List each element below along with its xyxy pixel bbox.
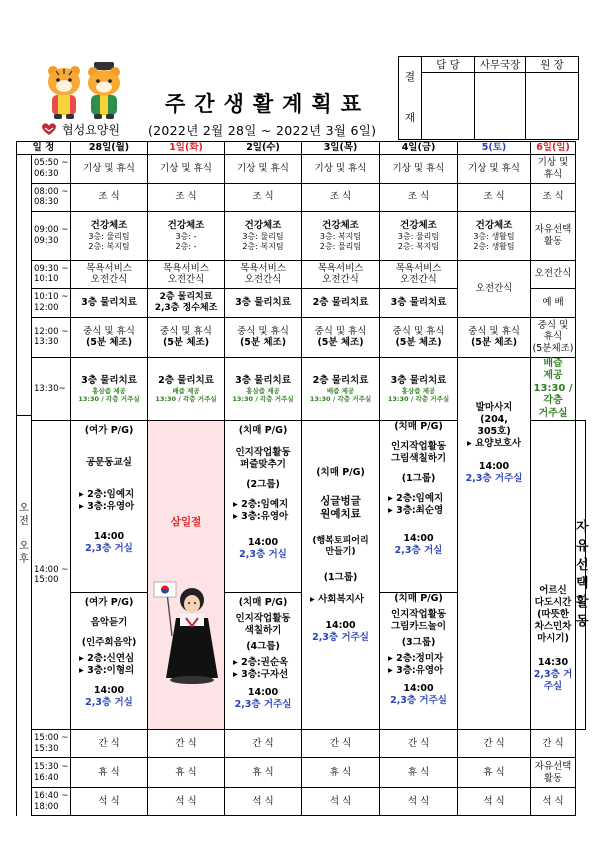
- day-header-fri: 4일(금): [380, 142, 458, 155]
- schedule-cell: [71, 357, 148, 421]
- schedule-cell: 석 식: [458, 788, 531, 816]
- sat-program-b: [531, 421, 576, 730]
- physio-label: 3층 물리치료: [235, 375, 291, 387]
- tue-holiday-cell: [148, 421, 225, 730]
- time-cell: 16:40 ~ 18:00: [32, 788, 71, 816]
- schedule-cell: [148, 211, 225, 260]
- juice-place: 13:30 / 각층 거주실: [155, 395, 217, 404]
- juice-label: 배즙 제공: [326, 386, 355, 395]
- program-title: (여가 P/G): [84, 425, 134, 437]
- lunch-label: 중식 및 휴식: [237, 325, 289, 337]
- program-time: 14:00: [247, 686, 279, 698]
- schedule-cell: 조 식: [531, 183, 576, 211]
- table-row: [17, 183, 586, 211]
- schedule-cell: 기상 및 휴식: [225, 154, 302, 183]
- approval-sign-2[interactable]: [475, 73, 526, 140]
- tiger-mascot-right-image: [84, 62, 124, 120]
- schedule-cell: 3층 물리치료: [380, 288, 458, 317]
- exercise-title: 건강체조: [322, 219, 359, 231]
- program-name: 인지작업활동 그림색칠하기: [390, 441, 447, 465]
- schedule-cell: 목욕서비스 오전간식: [302, 260, 380, 288]
- schedule-cell: 간 식: [458, 730, 531, 758]
- time-cell: 15:30 ~ 16:40: [32, 758, 71, 788]
- schedule-cell: [71, 317, 148, 357]
- schedule-cell: [380, 357, 458, 421]
- program-name: 인지작업활동 퍼즐맞추기: [235, 447, 291, 471]
- schedule-cell: 조 식: [302, 183, 380, 211]
- approval-box: [398, 56, 579, 140]
- schedule-cell: 석 식: [531, 788, 576, 816]
- program-staff: ▸ 3층:유영아: [233, 510, 289, 522]
- schedule-cell: 2층 물리치료 2,3층 정수체조: [148, 288, 225, 317]
- day-header-thu: 3일(목): [302, 142, 380, 155]
- program-staff: ▸ 3층:구자선: [233, 668, 289, 680]
- schedule-cell: 기상 및 휴식: [458, 154, 531, 183]
- physio-label: 2층 물리치료: [158, 375, 214, 387]
- time-cell: 10:10 ~ 12:00: [32, 288, 71, 317]
- period-label-am-cell: [17, 154, 32, 816]
- program-staff: ▸ 2층:정미자: [388, 652, 444, 664]
- schedule-cell: [71, 211, 148, 260]
- lunch-note: (5분 체조): [162, 337, 210, 349]
- program-staff: ▸ 2층:권순옥: [233, 656, 289, 668]
- mon-programs: [71, 421, 148, 730]
- juice-place: 13:30 / 각층 거주실: [232, 395, 294, 404]
- juice-label: 홍삼즙 제공: [401, 386, 436, 395]
- program-name: 어르신 다도시간 (따뜻한 차스민차 마시기): [534, 585, 572, 644]
- program-title: (치매 P/G): [238, 597, 288, 609]
- period-label-am-2: 전: [19, 516, 29, 528]
- program-place: 2,3층 거주실: [465, 473, 523, 485]
- schedule-cell: 배즙 제공 13:30 / 각층 거주실: [531, 357, 576, 421]
- holiday-hanbok-flag-image: [152, 578, 220, 686]
- schedule-cell: [148, 317, 225, 357]
- program-name: 인지작업활동 그림카드놀이: [390, 609, 447, 633]
- exercise-title: 건강체조: [244, 219, 282, 231]
- exercise-staff: 3층: 물리팀 2층: 복지팀: [88, 231, 130, 251]
- program-staff: ▸ 3층:최순영: [388, 504, 444, 516]
- schedule-cell: 휴 식: [225, 758, 302, 788]
- approval-role-2: 사무국장: [475, 57, 526, 73]
- table-row: [17, 317, 586, 357]
- program-place: 2,3층 거실: [85, 542, 133, 554]
- fri-programs: [380, 421, 458, 730]
- program-name: 공문동교실: [86, 457, 132, 469]
- exercise-staff: 3층: 복지팀 2층: 물리팀: [319, 231, 362, 251]
- program-staff: ▸ 3층:유영아: [79, 501, 135, 512]
- schedule-cell: [225, 357, 302, 421]
- program-title: (여가 P/G): [84, 597, 134, 609]
- schedule-cell: 예 배: [531, 288, 576, 317]
- schedule-cell: [148, 357, 225, 421]
- time-cell: 13:30~: [32, 357, 71, 421]
- period-label-pm: [17, 540, 31, 566]
- schedule-cell: 오전간식: [531, 260, 576, 288]
- am-pm-divider: [16, 415, 32, 416]
- table-row: [17, 260, 586, 288]
- time-cell: 08:00 ~ 08:30: [32, 183, 71, 211]
- schedule-cell: [380, 317, 458, 357]
- table-row: [17, 357, 586, 421]
- thu-program: [302, 421, 380, 730]
- schedule-cell: 조 식: [71, 183, 148, 211]
- approval-sign-1[interactable]: [422, 73, 475, 140]
- program-place: 2,3층 거주실: [533, 668, 573, 692]
- approval-side-label-2: 재: [404, 112, 416, 124]
- mon-program-b: [71, 593, 147, 729]
- exercise-title: 건강체조: [475, 219, 513, 231]
- approval-role-1: 담 당: [422, 57, 475, 73]
- juice-label: 홍삼즙 제공: [92, 386, 126, 395]
- schedule-cell: 기상 및 휴식: [148, 154, 225, 183]
- day-header-sun: 6일(일): [531, 142, 576, 155]
- holiday-label: 삼일절: [170, 516, 202, 529]
- lunch-note: (5분 체조): [470, 337, 518, 349]
- org-logo-icon: [40, 121, 58, 135]
- schedule-cell: 중식 및 휴식 (5분체조): [531, 317, 576, 357]
- physio-label: 2층 물리치료: [312, 375, 369, 387]
- schedule-cell: 석 식: [302, 788, 380, 816]
- schedule-cell: [302, 317, 380, 357]
- schedule-cell: 자유선택 활동: [531, 758, 576, 788]
- schedule-cell: 석 식: [380, 788, 458, 816]
- period-label-pm-1: 오: [19, 541, 29, 552]
- schedule-cell: 목욕서비스 오전간식: [225, 260, 302, 288]
- time-cell: 15:00 ~ 15:30: [32, 730, 71, 758]
- program-title: (치매 P/G): [316, 467, 365, 479]
- schedule-cell: 3층 물리치료: [225, 288, 302, 317]
- schedule-cell: 휴 식: [71, 758, 148, 788]
- program-name: 음악듣기: [90, 617, 128, 629]
- schedule-cell: [225, 317, 302, 357]
- lunch-note: (5분 체조): [317, 337, 364, 349]
- program-name: 싱글벙글 원예치료: [320, 495, 361, 521]
- program-staff: ▸ 사회복지사: [310, 593, 364, 605]
- schedule-cell: [302, 211, 380, 260]
- program-time: 14:00: [247, 536, 279, 548]
- program-place: 2,3층 거주실: [390, 694, 447, 706]
- program-staff: ▸ 2층:임예지: [388, 492, 444, 504]
- schedule-cell: 석 식: [148, 788, 225, 816]
- juice-label: 배즙 제공: [172, 386, 200, 395]
- program-group: (2그룹): [246, 479, 280, 490]
- schedule-cell: 휴 식: [302, 758, 380, 788]
- program-group: (3그룹): [401, 637, 436, 648]
- program-place: 2,3층 거실: [85, 696, 133, 708]
- program-time: 14:00: [403, 532, 434, 544]
- lunch-label: 중식 및 휴식: [314, 325, 367, 337]
- schedule-cell: 오전간식: [458, 260, 531, 317]
- wed-program-a: [225, 421, 301, 593]
- schedule-cell: 휴 식: [380, 758, 458, 788]
- tiger-mascot-left-image: [44, 62, 84, 120]
- schedule-cell: 기상 및 휴식: [302, 154, 380, 183]
- program-group: (1그룹): [323, 572, 358, 583]
- approval-side-label-1: 결: [404, 70, 416, 83]
- juice-place: 13:30 / 각층 거주실: [309, 395, 372, 404]
- juice-place: 13:30 / 각층 거주실: [387, 395, 450, 404]
- schedule-cell: 석 식: [71, 788, 148, 816]
- schedule-cell: 조 식: [225, 183, 302, 211]
- program-time: 14:00: [478, 461, 510, 473]
- schedule-cell: 조 식: [380, 183, 458, 211]
- wed-program-b: [225, 593, 301, 729]
- schedule-cell: 조 식: [458, 183, 531, 211]
- schedule-period: (2022년 2월 28일 ~ 2022년 3월 6일): [148, 123, 377, 138]
- lunch-label: 중식 및 휴식: [468, 325, 520, 337]
- time-cell: 09:30 ~ 10:10: [32, 260, 71, 288]
- program-staff: ▸ 2층:임예지: [233, 498, 289, 510]
- exercise-staff: 3층: 생활팀 2층: 생활팀: [473, 231, 515, 251]
- table-row: [17, 788, 586, 816]
- weekly-schedule-table: [16, 141, 589, 816]
- schedule-cell: 석 식: [225, 788, 302, 816]
- schedule-cell: 2층 물리치료: [302, 288, 380, 317]
- program-title: (치매 P/G): [238, 425, 288, 437]
- schedule-cell: 휴 식: [148, 758, 225, 788]
- schedule-cell: 자유 선택 활동: [576, 421, 586, 730]
- program-staff: ▸ 2층:신연심: [79, 653, 135, 664]
- schedule-cell: 자유선택 활동: [531, 211, 576, 260]
- exercise-title: 건강체조: [167, 219, 205, 231]
- table-row: [17, 758, 586, 788]
- day-header-tue: 1일(화): [148, 142, 225, 155]
- sat-program-spacer: [531, 421, 575, 585]
- program-place: 2,3층 거주실: [234, 698, 292, 710]
- exercise-staff: 3층: 물리팀 2층: 복지팀: [242, 231, 284, 251]
- time-cell: 05:50 ~ 06:30: [32, 154, 71, 183]
- schedule-cell: [302, 357, 380, 421]
- schedule-cell: 간 식: [302, 730, 380, 758]
- approval-sign-3[interactable]: [526, 73, 579, 140]
- physio-label: 3층 물리치료: [390, 375, 447, 387]
- program-time: 14:30: [537, 656, 569, 668]
- program-group: (4그룹): [246, 641, 280, 652]
- program-sub: (행복토피어리 만들기): [312, 535, 369, 557]
- schedule-cell: 간 식: [71, 730, 148, 758]
- program-staff: ▸ 요양보호사: [467, 437, 521, 449]
- physio-label: 3층 물리치료: [81, 375, 137, 387]
- fri-program-b: [380, 593, 457, 729]
- day-header-sat: 5(토): [458, 142, 531, 155]
- exercise-staff: 3층: - 2층: -: [175, 231, 197, 251]
- program-group: (1그룹): [401, 473, 436, 484]
- schedule-cell: 간 식: [148, 730, 225, 758]
- program-name: 발마사지 (204, 305호): [475, 401, 513, 437]
- schedule-cell: 3층 물리치료: [71, 288, 148, 317]
- schedule-cell: 목욕서비스 오전간식: [71, 260, 148, 288]
- schedule-cell: 기상 및 휴식: [531, 154, 576, 183]
- program-staff: ▸ 3층:이형의: [79, 664, 135, 676]
- schedule-cell: [380, 211, 458, 260]
- program-place: 2,3층 거주실: [312, 631, 369, 643]
- juice-label: 홍삼즙 제공: [246, 386, 280, 395]
- table-row: [17, 154, 586, 183]
- lunch-note: (5분 체조): [239, 337, 287, 349]
- schedule-cell: 간 식: [225, 730, 302, 758]
- table-header-row: [17, 142, 586, 155]
- schedule-cell: 기상 및 휴식: [71, 154, 148, 183]
- exercise-title: 건강체조: [400, 219, 437, 231]
- lunch-label: 중식 및 휴식: [392, 325, 445, 337]
- exercise-title: 건강체조: [90, 219, 128, 231]
- juice-place: 13:30 / 각층 거주실: [78, 395, 140, 404]
- org-name: 협성요양원: [62, 123, 120, 137]
- program-time: 14:00: [325, 619, 356, 631]
- program-staff: ▸ 2층:임예지: [79, 489, 135, 501]
- period-label-pm-2: 후: [19, 554, 29, 565]
- exercise-staff: 3층: 물리팀 2층: 복지팀: [397, 231, 440, 251]
- schedule-header-label: 일 정: [17, 142, 71, 155]
- period-label-am-1: 오: [19, 503, 29, 515]
- lunch-label: 중식 및 휴식: [83, 325, 135, 337]
- schedule-cell: 간 식: [380, 730, 458, 758]
- program-time: 14:00: [93, 530, 125, 542]
- schedule-cell: 간 식: [531, 730, 576, 758]
- schedule-cell: 기상 및 휴식: [380, 154, 458, 183]
- lunch-note: (5분 체조): [395, 337, 442, 349]
- program-time: 14:00: [403, 682, 434, 694]
- lunch-label: 중식 및 휴식: [160, 325, 212, 337]
- schedule-cell: 목욕서비스 오전간식: [380, 260, 458, 288]
- table-row: [17, 730, 586, 758]
- program-time: 14:00: [93, 684, 125, 696]
- schedule-cell: [458, 211, 531, 260]
- program-place: 2,3층 거실: [394, 544, 443, 556]
- program-staff: ▸ 3층:유영아: [388, 664, 444, 676]
- program-title: (치매 P/G): [394, 593, 443, 605]
- program-name: 인지작업활동 색칠하기: [235, 613, 291, 637]
- program-place: 2,3층 거실: [239, 548, 287, 560]
- time-cell: 12:00 ~ 13:30: [32, 317, 71, 357]
- mon-program-a: [71, 421, 147, 593]
- schedule-cell: [225, 211, 302, 260]
- schedule-cell: [458, 317, 531, 357]
- schedule-cell: 휴 식: [458, 758, 531, 788]
- day-header-mon: 28일(월): [71, 142, 148, 155]
- time-cell: 09:00 ~ 09:30: [32, 211, 71, 260]
- schedule-cell: 목욕서비스 오전간식: [148, 260, 225, 288]
- schedule-cell: 조 식: [148, 183, 225, 211]
- lunch-note: (5분 체조): [85, 337, 133, 349]
- approval-side-label: [399, 57, 422, 140]
- approval-role-3: 원 장: [526, 57, 579, 73]
- page-title: 주간생활계획표: [165, 92, 371, 116]
- sat-program-a: [458, 357, 531, 730]
- day-header-wed: 2일(수): [225, 142, 302, 155]
- wed-programs: [225, 421, 302, 730]
- program-title: (치매 P/G): [394, 421, 443, 433]
- program-sub: (인주희음악): [81, 637, 137, 649]
- table-row: [17, 211, 586, 260]
- time-cell: 14:00 ~ 15:00: [32, 421, 71, 730]
- fri-program-a: [380, 421, 457, 593]
